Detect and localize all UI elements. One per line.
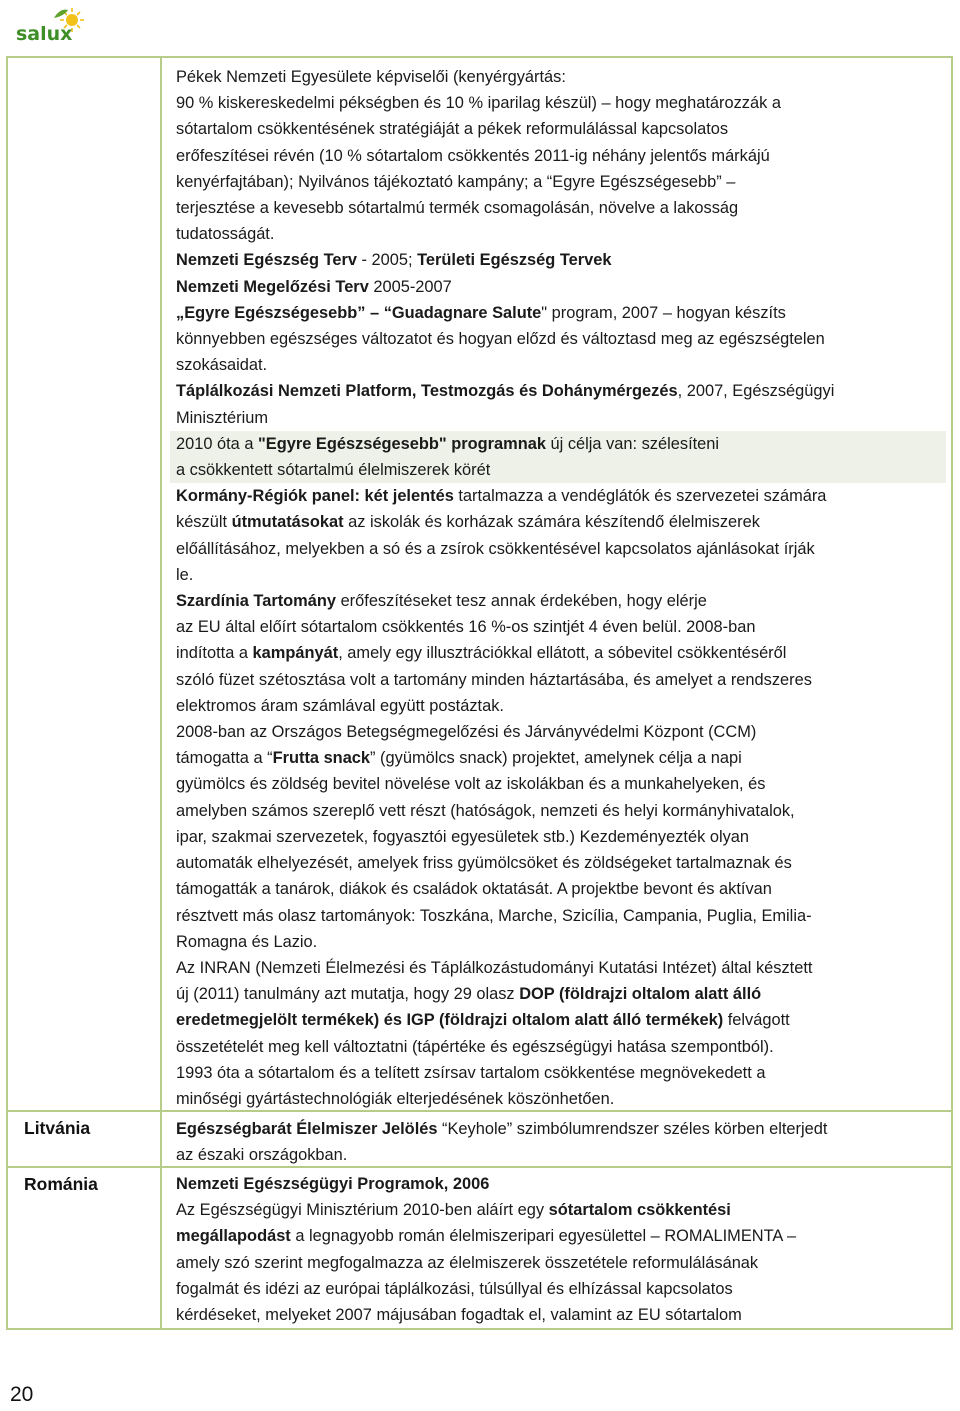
keyhole-paragraph: Egészségbarát Élelmiszer Jelölés “Keyhole” szimbólumrendszer széles körben elterjedt az északi országokban.	[176, 1120, 828, 1165]
logo-text: salux	[16, 23, 73, 45]
government-regions-paragraph: Kormány-Régiók panel: két jelentés tartalmazza a vendéglátók és szervezetei számára készült útmutatásokat az iskolák és korházak számára készítendő élelmiszerek előállításához, melyekben a só és a zsírok csökkentésével kapcsolatos ajánlásokat írják le.	[176, 487, 827, 584]
page-number: 20	[10, 1383, 34, 1406]
romania-programs-paragraph: Nemzeti Egészségügyi Programok, 2006 Az Egészségügyi Minisztérium 2010-ben aláírt egy sótartalom csökkentési megállapodást a legnagyobb román élelmiszeripari egyesülettel – ROMALIMENTA – amely szó szerint megfogalmazza az élelmiszerek összetétele reformulálásának fogalmát és idézi az európai táplálkozási, túlsúllyal és elhízással kapcsolatos kérdéseket, melyeket 2007 májusában fogadtak el, valamint az EU sótartalom	[176, 1175, 797, 1325]
italy-cell	[176, 64, 946, 1112]
column-divider	[160, 58, 162, 1328]
sardinia-paragraph: Szardínia Tartomány erőfeszítéseket tesz annak érdekében, hogy elérje az EU által előírt sótartalom csökkentés 16 %-os szintjét 4 éven belül. 2008-ban indította a kampányát, amely egy illusztrációkkal ellátott, a sóbevitel csökkentéséről szóló füzet szétosztása volt a tartomány minden háztartásába, és amelyet a rendszeres elektromos áram számlával együtt postáztak.	[176, 592, 812, 715]
lithuania-cell	[176, 1116, 946, 1168]
prevention-plan-paragraph: Nemzeti Megelőzési Terv 2005-2007	[176, 277, 452, 296]
highlighted-paragraph: 2010 óta a "Egyre Egészségesebb" programnak új célja van: szélesíteni a csökkentett sótartalmú élelmiszerek körét	[170, 431, 946, 483]
country-lithuania: Litvánia	[24, 1118, 91, 1138]
nutrition-platform-paragraph: Táplálkozási Nemzeti Platform, Testmozgás és Dohánymérgezés, 2007, Egészségügyi Minisztérium	[176, 382, 835, 427]
country-table	[6, 56, 953, 1330]
country-romania: Románia	[24, 1174, 98, 1194]
inran-paragraph: Az INRAN (Nemzeti Élelmezési és Táplálkozástudományi Kutatási Intézet) által késztett új (2011) tanulmány azt mutatja, hogy 29 olasz DOP (földrajzi oltalom alatt álló eredetmegjelölt termékek) és IGP (földrajzi oltalom alatt álló termékek) felvágott összetételét meg kell változtatni (tápértéke és egészségügyi hatása szempontból). 1993 óta a sótartalom és a telített zsírsav tartalom csökkentése megnövekedett a minőségi gyártástechnológiák elterjedésének köszönhetően.	[176, 958, 813, 1108]
salux-logo	[14, 4, 90, 48]
bakers-paragraph: Pékek Nemzeti Egyesülete képviselői (kenyérgyártás: 90 % kiskereskedelmi pékségben és 10 % iparilag készül) – hogy meghatározzák a sótartalom csökkentésének stratégiáját a pékek reformulálással kapcsolatos erőfeszítései révén (10 % sótartalom csökkentés 2011-ig néhány jelentős márkájú kenyérfajtában); Nyilvános tájékoztató kampány; a “Egyre Egészségesebb” – terjesztése a kevesebb sótartalmú termék csomagolásán, növelve a lakosság tudatosságát.	[176, 68, 781, 244]
guadagnare-salute-paragraph: „Egyre Egészségesebb” – “Guadagnare Salute" program, 2007 – hogyan készíts könnyebben egészséges változatot és hogyan előzd és változtasd meg az egészségtelen szokásaidat.	[176, 303, 825, 375]
health-plan-paragraph: Nemzeti Egészség Terv - 2005; Területi Egészség Tervek	[176, 251, 612, 270]
frutta-snack-paragraph: 2008-ban az Országos Betegségmegelőzési és Járványvédelmi Központ (CCM) támogatta a “Frutta snack” (gyümölcs snack) projektet, amelynek célja a napi gyümölcs és zöldség bevitel növelése volt az iskolákban és a munkahelyeken, és amelyben számos szereplő vett részt (hatóságok, nemzeti és helyi kormányhivatalok, ipar, szakmai szervezetek, fogyasztói egyesületek stb.) Kezdeményezték olyan automaták elhelyezését, amelyek friss gyümölcsöket és zöldségeket tartalmaznak és támogatták a tanárok, diákok és családok oktatását. A projektbe bevont és aktívan résztvett más olasz tartományok: Toszkána, Marche, Szicília, Campania, Puglia, Emilia- Romagna és Lazio.	[176, 723, 812, 951]
romania-cell	[176, 1171, 946, 1328]
